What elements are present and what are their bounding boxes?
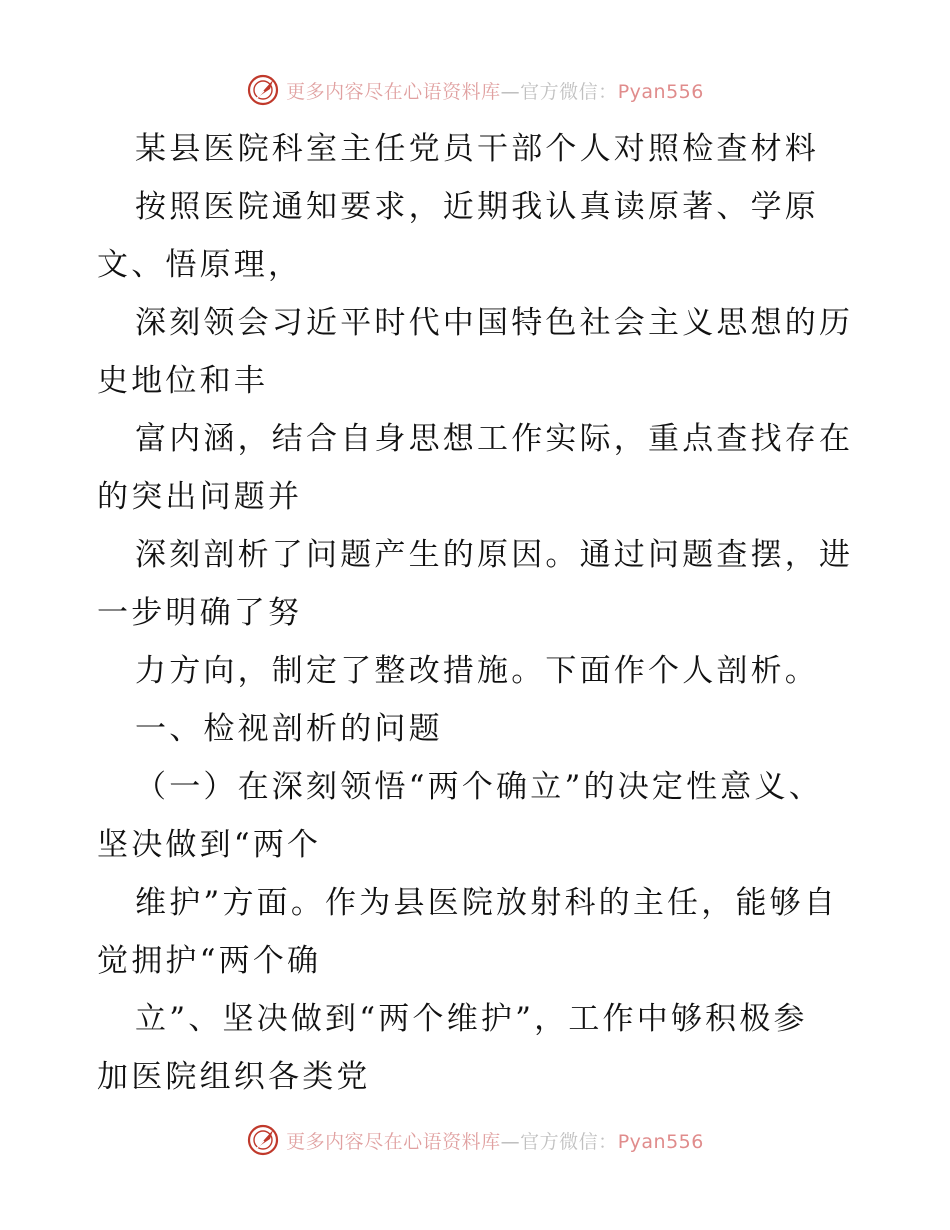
- body-line: 维护”方面。作为县医院放射科的主任，能够自: [135, 885, 839, 921]
- body-line: 的突出问题并: [97, 479, 303, 515]
- body-line: 加医院组织各类党: [97, 1059, 371, 1095]
- body-line: 文、悟原理，: [97, 247, 303, 283]
- body-line: 深刻剖析了问题产生的原因。通过问题查摆，进: [135, 537, 854, 573]
- body-line: 史地位和丰: [97, 363, 268, 399]
- body-line: 力方向，制定了整改措施。下面作个人剖析。: [135, 653, 819, 689]
- watermark-banner-top: [0, 70, 950, 110]
- body-line: （一）在深刻领悟“两个确立”的决定性意义、: [135, 769, 823, 805]
- body-line: 坚决做到“两个: [97, 827, 322, 863]
- watermark-text: [286, 77, 704, 104]
- document-title: 某县医院科室主任党员干部个人对照检查材料: [135, 131, 819, 167]
- watermark-text: [286, 1127, 704, 1154]
- body-line: 觉拥护“两个确: [97, 943, 322, 979]
- document-body: [97, 120, 857, 1106]
- body-line: 立”、坚决做到“两个维护”，工作中够积极参: [135, 1001, 808, 1037]
- quill-pen-logo-icon: [246, 73, 280, 107]
- watermark-wechat-id: Pyan556: [617, 1130, 704, 1153]
- body-line: 富内涵，结合自身思想工作实际，重点查找存在: [135, 421, 854, 457]
- watermark-site-text: 更多内容尽在心语资料库: [286, 1130, 501, 1153]
- watermark-banner-bottom: [0, 1120, 950, 1160]
- quill-pen-logo-icon: [246, 1123, 280, 1157]
- watermark-wechat-label: 官方微信：: [520, 80, 618, 103]
- body-line: 深刻领会习近平时代中国特色社会主义思想的历: [135, 305, 854, 341]
- watermark-separator: —: [500, 80, 521, 103]
- section-heading: 一、检视剖析的问题: [135, 711, 443, 747]
- body-line: 按照医院通知要求，近期我认真读原著、学原: [135, 189, 819, 225]
- watermark-wechat-label: 官方微信：: [520, 1130, 618, 1153]
- body-line: 一步明确了努: [97, 595, 303, 631]
- watermark-site-text: 更多内容尽在心语资料库: [286, 80, 501, 103]
- watermark-wechat-id: Pyan556: [617, 80, 704, 103]
- watermark-separator: —: [500, 1130, 521, 1153]
